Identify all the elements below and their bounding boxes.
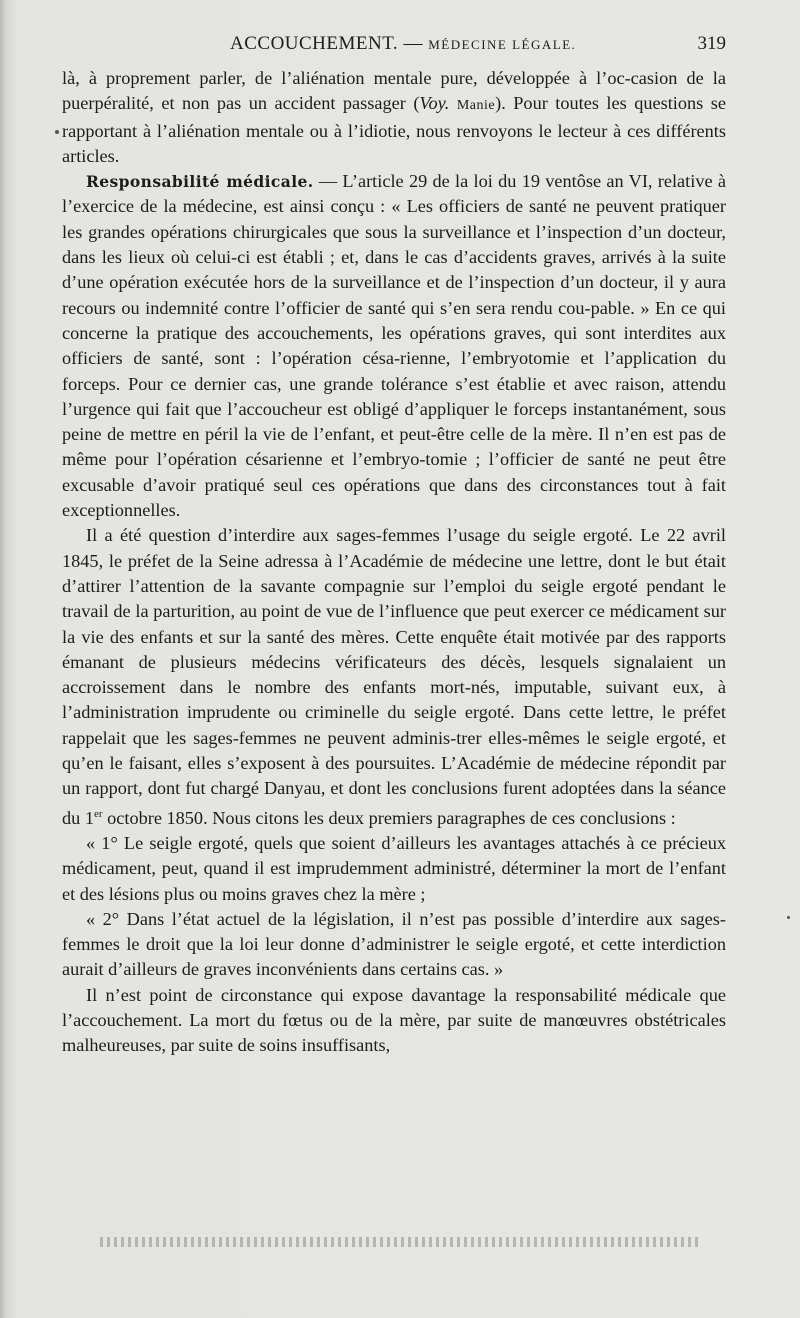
page-header [62, 33, 726, 57]
bleed-through-footer [100, 1237, 700, 1247]
paragraph-responsabilite [62, 169, 726, 523]
running-title [230, 33, 576, 55]
paragraph-3-text-a: Il a été question d’interdire aux sages-femmes l’usage du seigle ergoté. Le 22 avril 1845, le préfet de la Seine adressa à l’Académie de médecine une lettre, dont le but était d’attirer l’attention de la savante compagnie sur l’emploi du seigle ergoté pendant le travail de la parturition, au point de vue de l’influence que peut exercer ce médicament sur la vie des enfants et sur la santé des mères. Cette enquête était motivée par des rapports émanant de plusieurs médecins vérificateurs des décès, lesquels signalaient un accroissement dans le nombre des enfants mort-nés, imputable, suivant eux, à l’administration imprudente ou criminelle du seigle ergoté. Dans cette lettre, le préfet rappelait que les sages-femmes ne peuvent adminis-trer elles-mêmes le seigle ergoté, et qu’en le faisant, elles s’exposent à des poursuites. L’Académie de médecine répondit par un rapport, dont fut chargé Danyau, et dont les conclusions furent adoptées dans la séance du 1 [62, 525, 726, 828]
paragraph-1-text: là, à proprement parler, de l’aliénation mentale pure, développée à l’oc-casion de la puerpéralité, et non pas un accident passager ( [62, 68, 726, 114]
paragraph-seigle-ergote [62, 523, 726, 831]
quote-conclusion-2: « 2° Dans l’état actuel de la législation, il n’est pas possible d’interdire aux sages-femmes le droit que la loi leur donne d’administrer le seigle ergoté, et cette interdiction aurait d’ailleurs de graves inconvénients dans certains cas. » [62, 908, 726, 980]
quote-conclusion-1: « 1° Le seigle ergoté, quels que soient d’ailleurs les avantages attachés à ce précieux médicament, peut, quand il est imprudemment administré, déterminer la mort de l’enfant et des lésions plus ou moins graves chez la mère ; [62, 833, 726, 904]
manie-reference: Manie [456, 98, 496, 114]
running-title-dash: — [398, 33, 429, 54]
paragraph-1-end: ). Pour toutes les questions se rapportant à l’aliénation mentale ou à l’idiotie, nous renvoyons le lecteur à ces différents articles. [62, 93, 726, 166]
paragraph-2-text: — L’article 29 de la loi du 19 ventôse an VI, relative à l’exercice de la médecine, est ainsi conçu : « Les officiers de santé ne peuvent pratiquer les grandes opérations chirurgicales que sous la surveillance et l’inspection d’un docteur, dans les lieux où celui-ci est établi ; et, dans le cas d’accidents graves, arrivés à la suite d’une opération exécutée hors de la surveillance et de l’inspection d’un docteur, il y aura recours ou indemnité contre l’officier de santé qui s’en sera rendu cou-pable. » En ce qui concerne la pratique des accouchements, les opérations graves, qui sont interdites aux officiers de santé, sont : l’opération césa-rienne, l’embryotomie et l’application du forceps. Pour ce dernier cas, une grande tolérance s’est établie et avec raison, attendu l’urgence qui fait que l’accoucheur est obligé d’appliquer le forceps instantanément, sous peine de mettre en péril la vie de l’enfant, et peut-être celle de la mère. Il n’en est pas de même pour l’opération césarienne et l’embryo-tomie ; l’officier de santé ne peut être excusable d’avoir pratiqué seul ces opérations que dans des circonstances tout à fait exceptionnelles. [62, 171, 726, 521]
paragraph-responsabilite-accouchement: Il n’est point de circonstance qui expose davantage la responsabilité médicale que l’accouchement. La mort du fœtus ou de la mère, par suite de manœuvres obstétricales malheureuses, par suite de soins insuffisants, [62, 984, 726, 1056]
margin-speck [55, 130, 59, 134]
paragraph-continuation [62, 66, 726, 169]
margin-speck [787, 916, 790, 919]
section-heading-responsabilite: Responsabilité médicale. [86, 172, 314, 192]
body-text [62, 66, 726, 1059]
paragraph-3-text-b: octobre 1850. Nous citons les deux premiers paragraphes de ces conclusions : [102, 807, 676, 828]
page-number: 319 [697, 33, 726, 54]
ordinal-superscript: er [94, 807, 103, 820]
running-title-main: ACCOUCHEMENT. [230, 33, 399, 54]
voy-reference: Voy. [419, 93, 450, 114]
running-title-subtitle: MÉDECINE LÉGALE. [428, 37, 577, 52]
